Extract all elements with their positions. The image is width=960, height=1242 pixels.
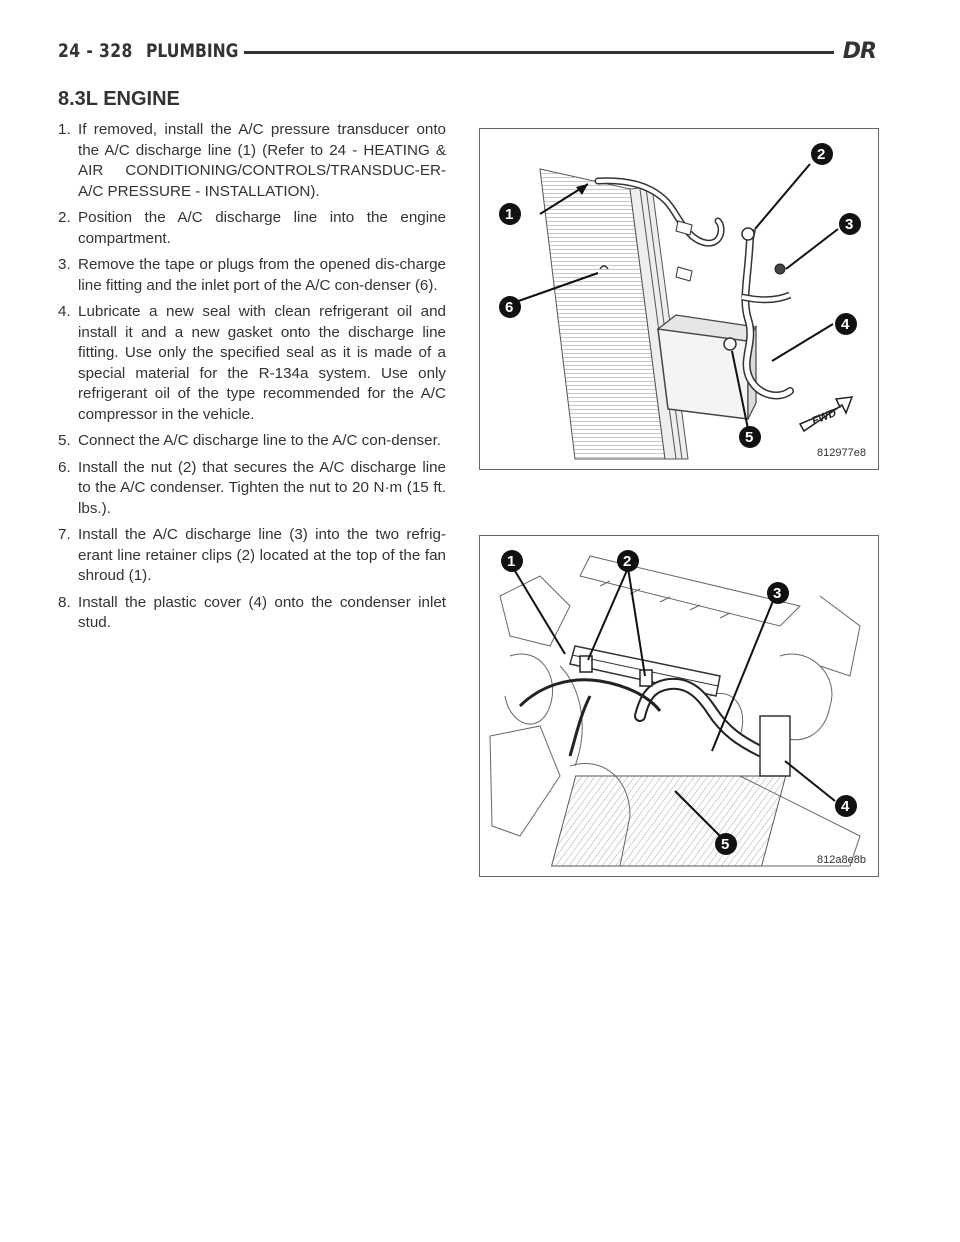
pressure-transducer [724, 338, 736, 350]
callout-2 [617, 550, 639, 572]
plastic-cover [760, 716, 790, 776]
callout-4 [835, 313, 857, 335]
step-text: If removed, install the A/C pressure transducer onto the A/C discharge line (1) (Refer to 24 - HEATING & AIR CONDITIONING/CONTROLS/TRANSDUC-ER-A/C PRESSURE - INSTALLATION). [78, 121, 446, 200]
svg-text:3: 3 [845, 216, 854, 233]
retainer-clip [580, 656, 592, 672]
svg-text:4: 4 [841, 316, 850, 333]
step-number: 5. [58, 432, 71, 449]
section-title: PLUMBING [146, 40, 239, 62]
section-heading: 8.3L ENGINE [58, 88, 180, 110]
condenser-discharge-line-figure [479, 128, 879, 470]
step-text: Install the plastic cover (4) onto the condenser inlet stud. [78, 593, 446, 631]
step-text: Connect the A/C discharge line to the A/C con-denser. [78, 432, 442, 449]
step-1 [58, 120, 446, 202]
brand-logo: DR [842, 39, 876, 64]
nut [742, 228, 754, 240]
step-6 [58, 458, 446, 520]
retainer-clip [640, 670, 652, 686]
header-rule [244, 51, 834, 54]
svg-text:3: 3 [773, 585, 782, 602]
engine-bay-illustration [480, 536, 878, 876]
air-cleaner-housing [552, 776, 786, 866]
step-4 [58, 302, 446, 425]
step-text: Remove the tape or plugs from the opened dis-charge line fitting and the inlet port of the A/C con-denser (6). [78, 256, 446, 294]
callout-3 [839, 213, 861, 235]
step-7 [58, 525, 446, 587]
step-number: 8. [58, 593, 71, 611]
svg-text:4: 4 [841, 798, 850, 815]
step-number: 3. [58, 256, 71, 273]
svg-text:1: 1 [505, 206, 514, 223]
svg-text:2: 2 [623, 553, 632, 570]
step-5 [58, 431, 446, 452]
step-number: 1. [58, 121, 71, 138]
step-number: 2. [58, 209, 71, 226]
svg-text:1: 1 [507, 553, 516, 570]
callout-3 [767, 582, 789, 604]
condenser-illustration [480, 129, 878, 469]
step-number: 6. [58, 458, 71, 476]
callout-5 [739, 426, 761, 448]
figure-code: 812a8e8b [817, 854, 866, 866]
step-8 [58, 593, 446, 634]
step-text: Install the nut (2) that secures the A/C discharge line to the A/C condenser. Tighten the nut to 20 N·m (15 ft. lbs.). [78, 458, 446, 517]
step-text: Install the A/C discharge line (3) into the two refrig-erant line retainer clips (2) located at the top of the fan shroud (1). [78, 526, 446, 584]
procedure-steps [58, 120, 446, 640]
callout-1 [499, 203, 521, 225]
step-text: Lubricate a new seal with clean refrigerant oil and install it and a new gasket onto the discharge line fitting. Use only the specified seal as it is made of a special material for the R-134a system. Use only refrigerant oil of the type recommended for the A/C compressor in the vehicle. [78, 303, 446, 423]
forward-arrow-icon [800, 397, 852, 431]
callout-2 [811, 143, 833, 165]
page-header [58, 40, 878, 68]
step-text: Position the A/C discharge line into the engine compartment. [78, 209, 446, 247]
step-number: 4. [58, 303, 71, 320]
page-number: 24 - 328 [58, 40, 133, 62]
callout-4 [835, 795, 857, 817]
figure-code: 812977e8 [817, 447, 866, 459]
fwd-label: FWD [810, 407, 839, 428]
engine-compartment-figure [479, 535, 879, 877]
callout-1 [501, 550, 523, 572]
svg-text:2: 2 [817, 146, 826, 163]
step-3 [58, 255, 446, 296]
svg-text:5: 5 [721, 836, 730, 853]
step-2 [58, 208, 446, 249]
callout-5 [715, 833, 737, 855]
svg-text:5: 5 [745, 429, 754, 446]
stud [775, 264, 785, 274]
step-number: 7. [58, 526, 71, 543]
svg-text:6: 6 [505, 299, 514, 316]
callout-6 [499, 296, 521, 318]
